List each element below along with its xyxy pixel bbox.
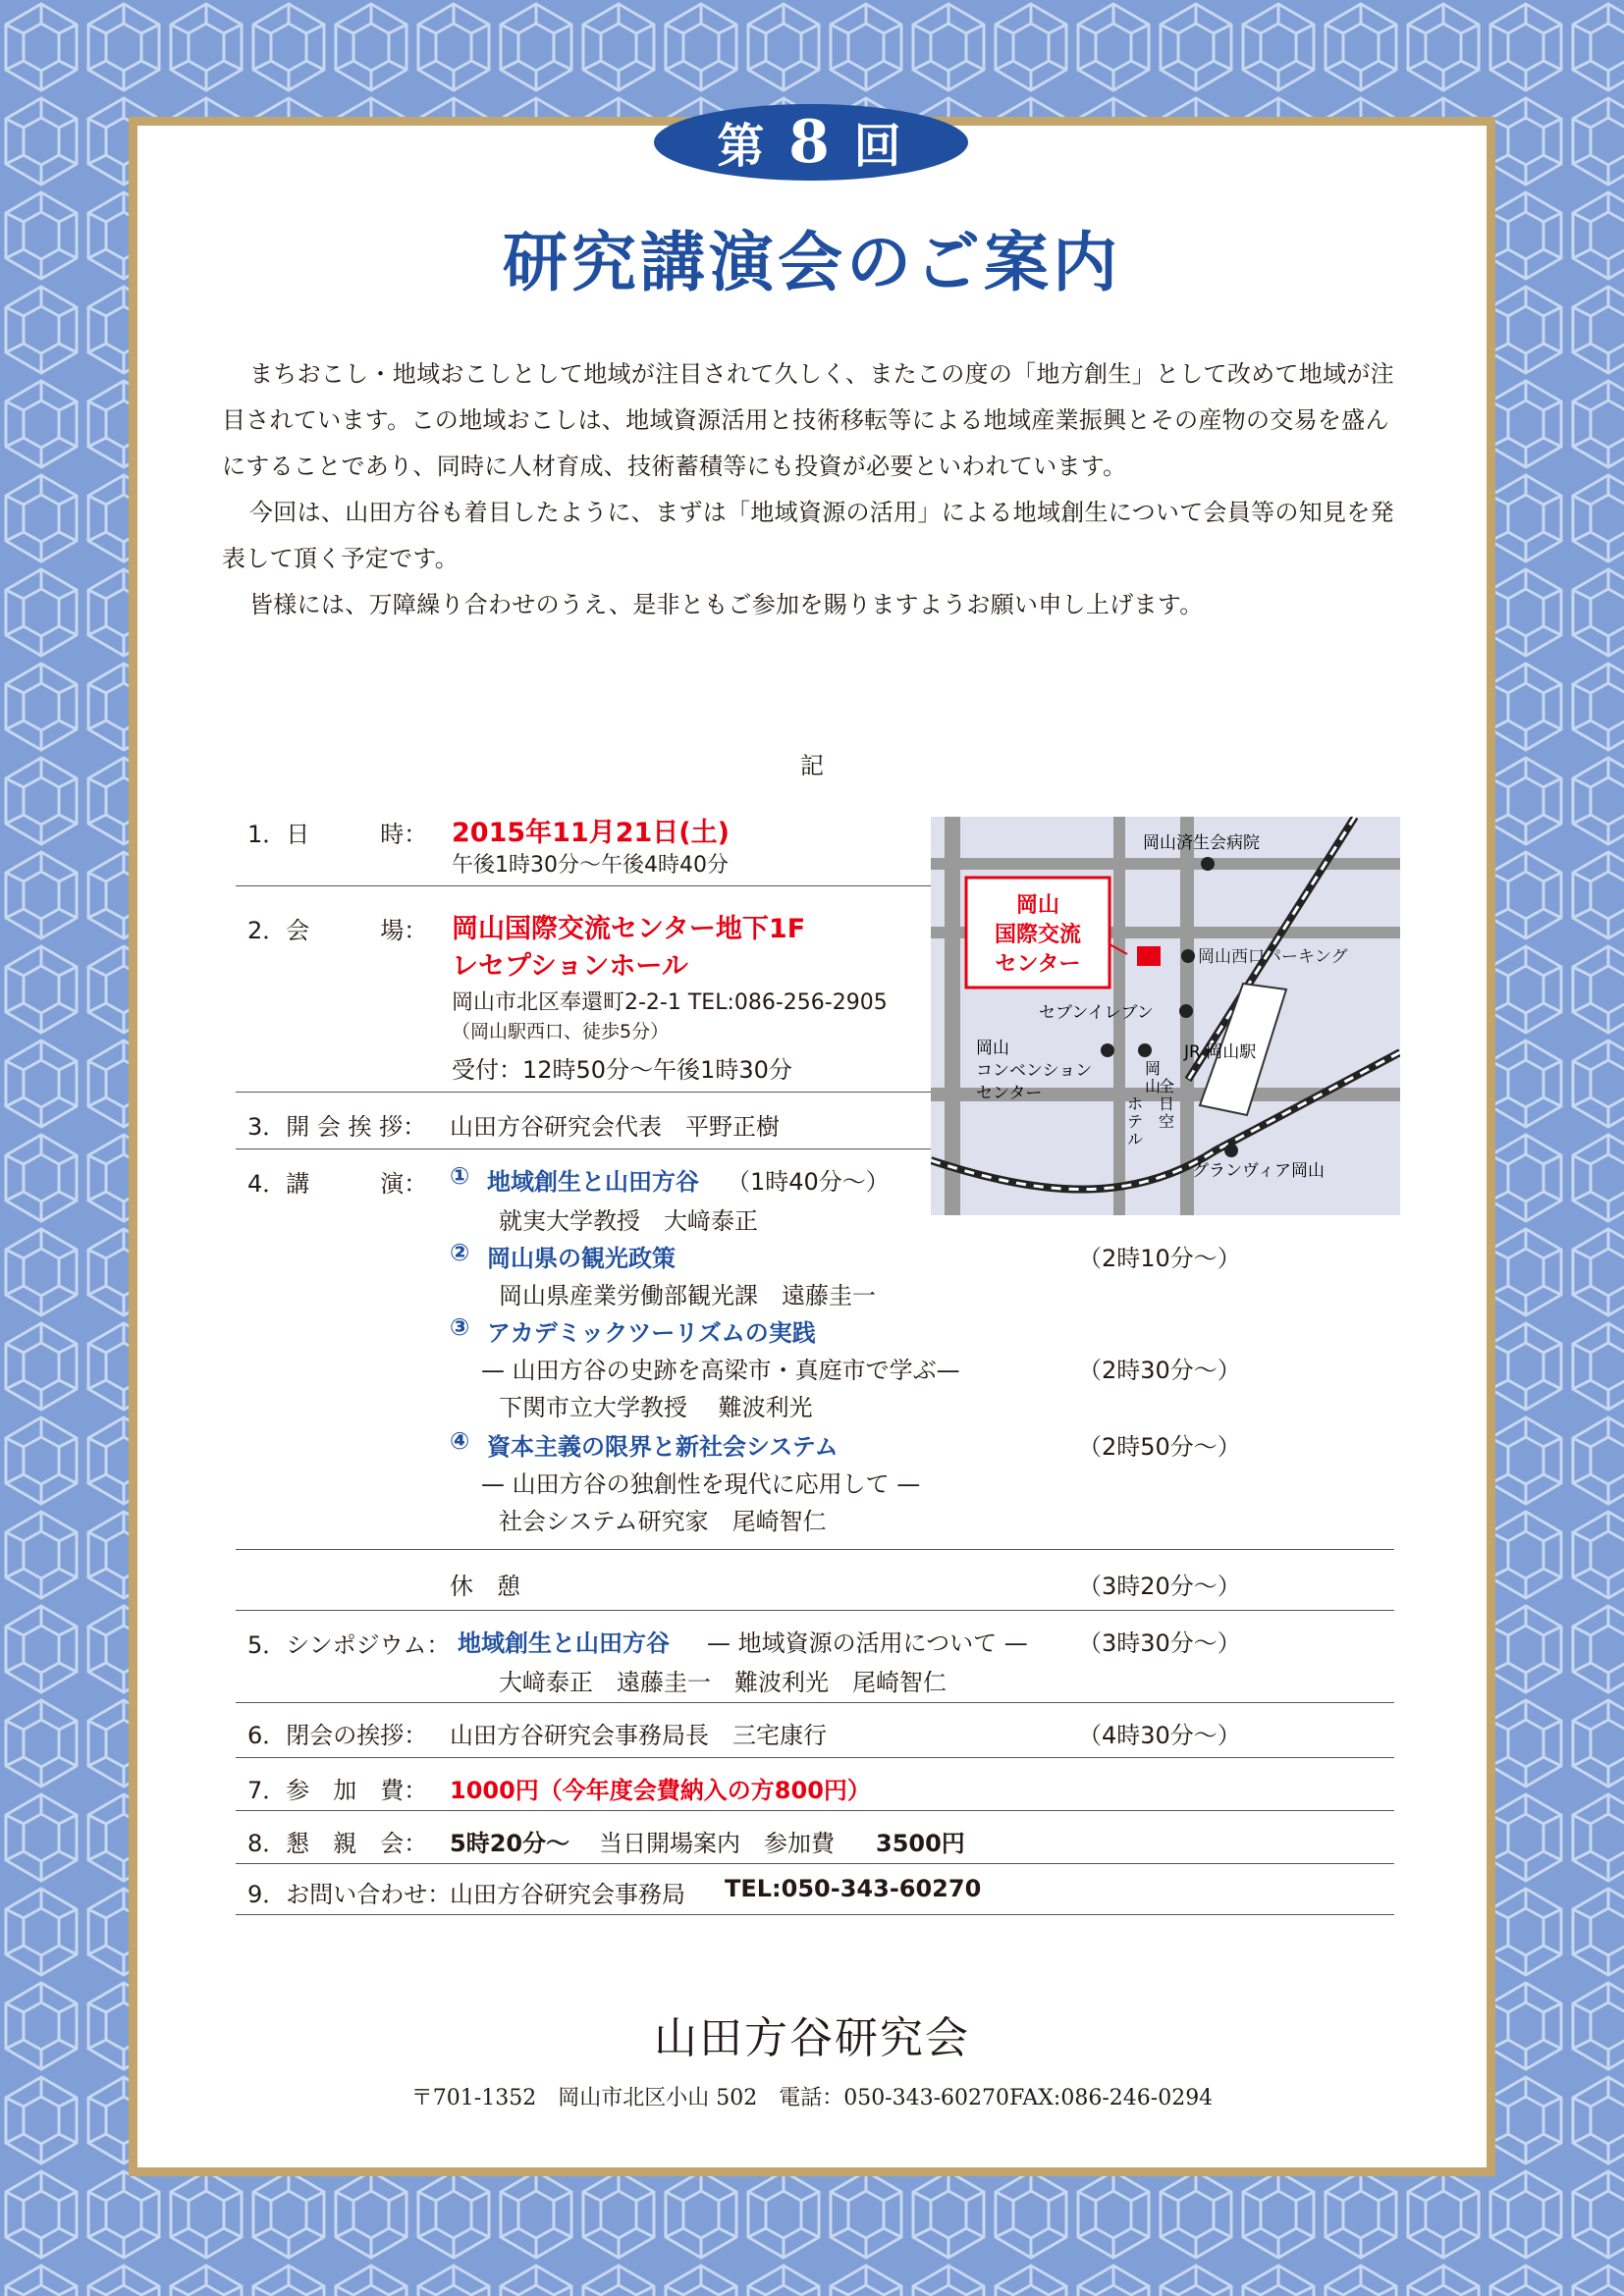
lecture-4-title: 資本主義の限界と新社会システム [487,1433,839,1461]
lecture-1-speaker: 就実大学教授 大﨑泰正 [499,1207,758,1235]
lecture-3-speaker: 下関市立大学教授 難波利光 [499,1394,813,1421]
lectures-label: 4．講 演： [247,1170,428,1198]
lecture-1-number: ① [450,1162,470,1190]
map-label-parking: 岡山西口パーキング [1198,947,1348,967]
lecture-3-number: ③ [450,1313,470,1341]
party-label: 8．懇 親 会： [247,1830,428,1857]
venue-hall: レセプションホール [452,951,688,982]
lecture-2-speaker: 岡山県産業労働部観光課 遠藤圭一 [499,1282,876,1309]
svg-text:山: 山 [1145,1077,1162,1095]
map-label-convention-2: コンベンション [976,1061,1093,1081]
closing-label: 6．閉会の挨拶： [247,1722,428,1749]
break-label: 休 憩 [450,1573,520,1600]
svg-text:空: 空 [1159,1112,1175,1131]
lecture-4-subtitle: — 山田方谷の独創性を現代に応用して — [481,1470,921,1498]
map-label-station: JR 岡山駅 [1184,1042,1257,1062]
venue-callout-line-3: センター [995,952,1081,977]
map-label-granvia: グランヴィア岡山 [1192,1161,1325,1181]
venue-reception: 受付：12時50分〜午後1時30分 [452,1056,792,1084]
closing-value: 山田方谷研究会事務局長 三宅康行 [450,1722,827,1749]
row-fee [236,1757,1394,1811]
map-label-convention-1: 岡山 [976,1039,1009,1058]
break-time: （3時20分〜） [1078,1573,1241,1600]
venue-map [931,817,1400,1215]
row-contact [236,1863,1394,1915]
svg-text:日: 日 [1159,1095,1175,1113]
page-title: 研究講演会のご案内 [503,224,1121,300]
symposium-panel: 大﨑泰正 遠藤圭一 難波利光 尾崎智仁 [499,1669,947,1696]
organization-name: 山田方谷研究会 [654,2013,970,2063]
svg-text:岡: 岡 [1145,1059,1162,1078]
party-fee: 3500円 [876,1830,965,1857]
row-closing [236,1702,1394,1758]
contact-tel: TEL:050-343-60270 [725,1875,982,1902]
svg-text:全: 全 [1159,1077,1175,1095]
venue-name: 岡山国際交流センター地下1F [452,914,806,944]
lecture-1-time: （1時40分〜） [727,1168,890,1196]
fee-label: 7．参 加 費： [247,1777,428,1804]
session-badge: 第 8 回 [654,104,968,181]
row-symposium [236,1610,1394,1703]
symposium-label: 5．シンポジウム： [247,1631,451,1659]
lecture-2-number: ② [450,1239,470,1266]
organization-address: 〒701-1352 岡山市北区小山 502 電話：050-343-60270FAX:086-246-0294 [410,2086,1214,2110]
map-label-seven-eleven: セブンイレブン [1039,1003,1154,1023]
date-value: 2015年11月21日(土) [452,818,730,848]
fee-value: 1000円（今年度会費納入の方800円） [450,1777,871,1804]
svg-text:テ: テ [1127,1112,1144,1131]
party-note: 当日開場案内 参加費 [599,1830,835,1857]
contact-value: 山田方谷研究会事務局 [450,1881,685,1908]
greeting-label: 3．開 会 挨 拶： [247,1113,427,1141]
lecture-3-time: （2時30分〜） [1078,1357,1241,1384]
venue-callout-line-2: 国際交流 [994,923,1082,947]
intro-text [222,351,1412,628]
date-label: 1．日 時： [247,821,428,848]
venue-callout-line-1: 岡山 [1015,893,1060,918]
lecture-2-title: 岡山県の観光政策 [487,1245,676,1272]
intro-paragraph: 皆様には、万障繰り合わせのうえ、是非ともご参加を賜りますようお願い申し上げます。 [249,591,1204,618]
lecture-1-title: 地域創生と山田方谷 [487,1168,699,1196]
symposium-subtitle: — 地域資源の活用について — [707,1629,1028,1657]
row-break [236,1549,1394,1611]
closing-time: （4時30分〜） [1078,1722,1241,1749]
ki-heading: 記 [800,752,824,779]
date-time: 午後1時30分〜午後4時40分 [452,853,729,878]
map-label-hospital: 岡山済生会病院 [1143,833,1260,853]
svg-text:ル: ル [1127,1130,1144,1148]
row-party [236,1810,1394,1864]
greeting-value: 山田方谷研究会代表 平野正樹 [450,1113,780,1141]
venue-access: （岡山駅西口、徒歩5分） [452,1021,670,1042]
symposium-title: 地域創生と山田方谷 [458,1629,670,1657]
venue-marker [1137,946,1161,966]
venue-address: 岡山市北区奉還町2-2-1 TEL:086-256-2905 [452,990,888,1015]
party-time: 5時20分〜 [450,1830,570,1857]
lecture-4-speaker: 社会システム研究家 尾崎智仁 [499,1508,827,1535]
contact-label: 9．お問い合わせ： [247,1881,452,1908]
venue-label: 2．会 場： [247,917,428,944]
intro-paragraph: まちおこし・地域おこしとして地域が注目されて久しく、またこの度の「地方創生」として改めて地域が注目されています。この地域おこしは、地域資源活用と技術移転等による地域産業振興とその産物の交易を盛んにすることであり、同時に人材育成、技術蓄積等にも投資が必要といわれています。 [222,360,1394,480]
intro-paragraph: 今回は、山田方谷も着目したように、まずは「地域資源の活用」による地域創生について会員等の知見を発表して頂く予定です。 [222,499,1394,572]
symposium-time: （3時30分〜） [1078,1629,1241,1657]
svg-text:ホ: ホ [1127,1095,1144,1113]
lecture-3-subtitle: — 山田方谷の史跡を高梁市・真庭市で学ぶ— [481,1357,960,1384]
lecture-3-title: アカデミックツーリズムの実践 [487,1319,816,1347]
map-label-convention-3: センター [976,1084,1043,1103]
lecture-2-time: （2時10分〜） [1078,1245,1241,1272]
lecture-4-time: （2時50分〜） [1078,1433,1241,1461]
lecture-4-number: ④ [450,1427,470,1455]
